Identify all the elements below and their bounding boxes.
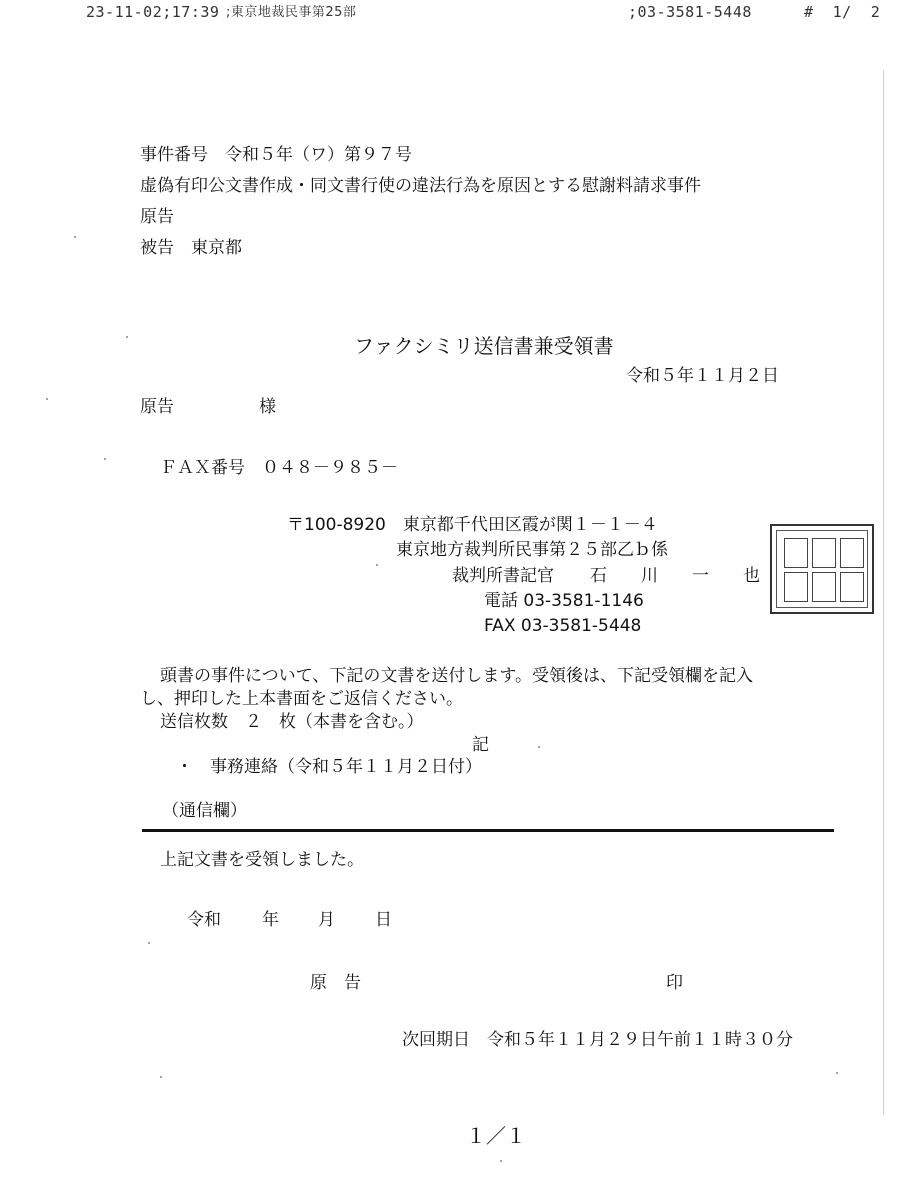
fax-header-datetime: 23-11-02;17:39 bbox=[86, 3, 220, 21]
clerk-name: 石 川 一 也 bbox=[590, 566, 760, 586]
scan-speck bbox=[46, 398, 48, 400]
case-number: 事件番号 令和５年（ワ）第９７号 bbox=[140, 145, 412, 165]
next-hearing-date: 次回期日 令和５年１１月２９日午前１１時３０分 bbox=[402, 1030, 793, 1050]
receipt-party: 原 告 bbox=[310, 973, 361, 993]
message-line-1: 頭書の事件について、下記の文書を送付します。受領後は、下記受領欄を記入 bbox=[160, 666, 753, 686]
receipt-text: 上記文書を受領しました。 bbox=[160, 850, 364, 870]
scan-edge-line bbox=[883, 70, 884, 1115]
fax-header-number: ;03-3581-5448 bbox=[628, 3, 752, 21]
document-title: ファクシミリ送信書兼受領書 bbox=[354, 334, 614, 358]
scan-speck bbox=[148, 942, 150, 944]
scan-speck bbox=[500, 1160, 502, 1162]
scan-speck bbox=[160, 1076, 162, 1078]
case-plaintiff: 原告 bbox=[140, 207, 174, 227]
scan-speck bbox=[104, 458, 106, 460]
case-defendant: 被告 東京都 bbox=[140, 238, 242, 258]
receipt-divider bbox=[142, 829, 834, 832]
sender-phone: 電話 03-3581-1146 bbox=[484, 591, 644, 611]
receipt-date-era: 令和 bbox=[187, 910, 221, 930]
recipient-fax: ＦＡＸ番号 ０４８－９８５－ bbox=[160, 458, 398, 478]
receipt-date-day: 日 bbox=[375, 910, 392, 930]
document-date: 令和５年１１月２日 bbox=[626, 366, 779, 386]
receipt-seal-mark: 印 bbox=[666, 973, 683, 993]
case-name: 虚偽有印公文書作成・同文書行使の違法行為を原因とする慰謝料請求事件 bbox=[140, 176, 701, 196]
clerk-title: 裁判所書記官 bbox=[452, 566, 554, 586]
enclosed-item: ・ 事務連絡（令和５年１１月２日付） bbox=[176, 757, 482, 777]
ki-heading: 記 bbox=[472, 735, 489, 755]
sender-fax: FAX 03-3581-5448 bbox=[484, 616, 642, 636]
scan-speck bbox=[836, 1072, 838, 1074]
communication-label: （通信欄） bbox=[162, 801, 247, 821]
scan-speck bbox=[126, 336, 128, 338]
message-line-2: し、押印した上本書面をご返信ください。 bbox=[140, 689, 463, 709]
receipt-date-month: 月 bbox=[318, 910, 335, 930]
sender-division: 東京地方裁判所民事第２５部乙ｂ係 bbox=[396, 540, 668, 560]
fax-header-page-counter: # 1/ 2 bbox=[804, 3, 881, 21]
scan-speck bbox=[74, 236, 76, 238]
scan-speck bbox=[538, 746, 540, 748]
scan-speck bbox=[376, 564, 378, 566]
fax-header-sender: ;東京地裁民事第25部 bbox=[226, 5, 357, 20]
page-count: 送信枚数 ２ 枚（本書を含む。） bbox=[160, 712, 424, 732]
page-number: １／１ bbox=[466, 1124, 526, 1148]
receipt-date-year: 年 bbox=[262, 910, 279, 930]
clerk-seal-stamp bbox=[770, 524, 874, 614]
recipient-name: 原告 様 bbox=[140, 397, 276, 417]
sender-address: 〒100-8920 東京都千代田区霞が関１－１－４ bbox=[287, 515, 658, 535]
